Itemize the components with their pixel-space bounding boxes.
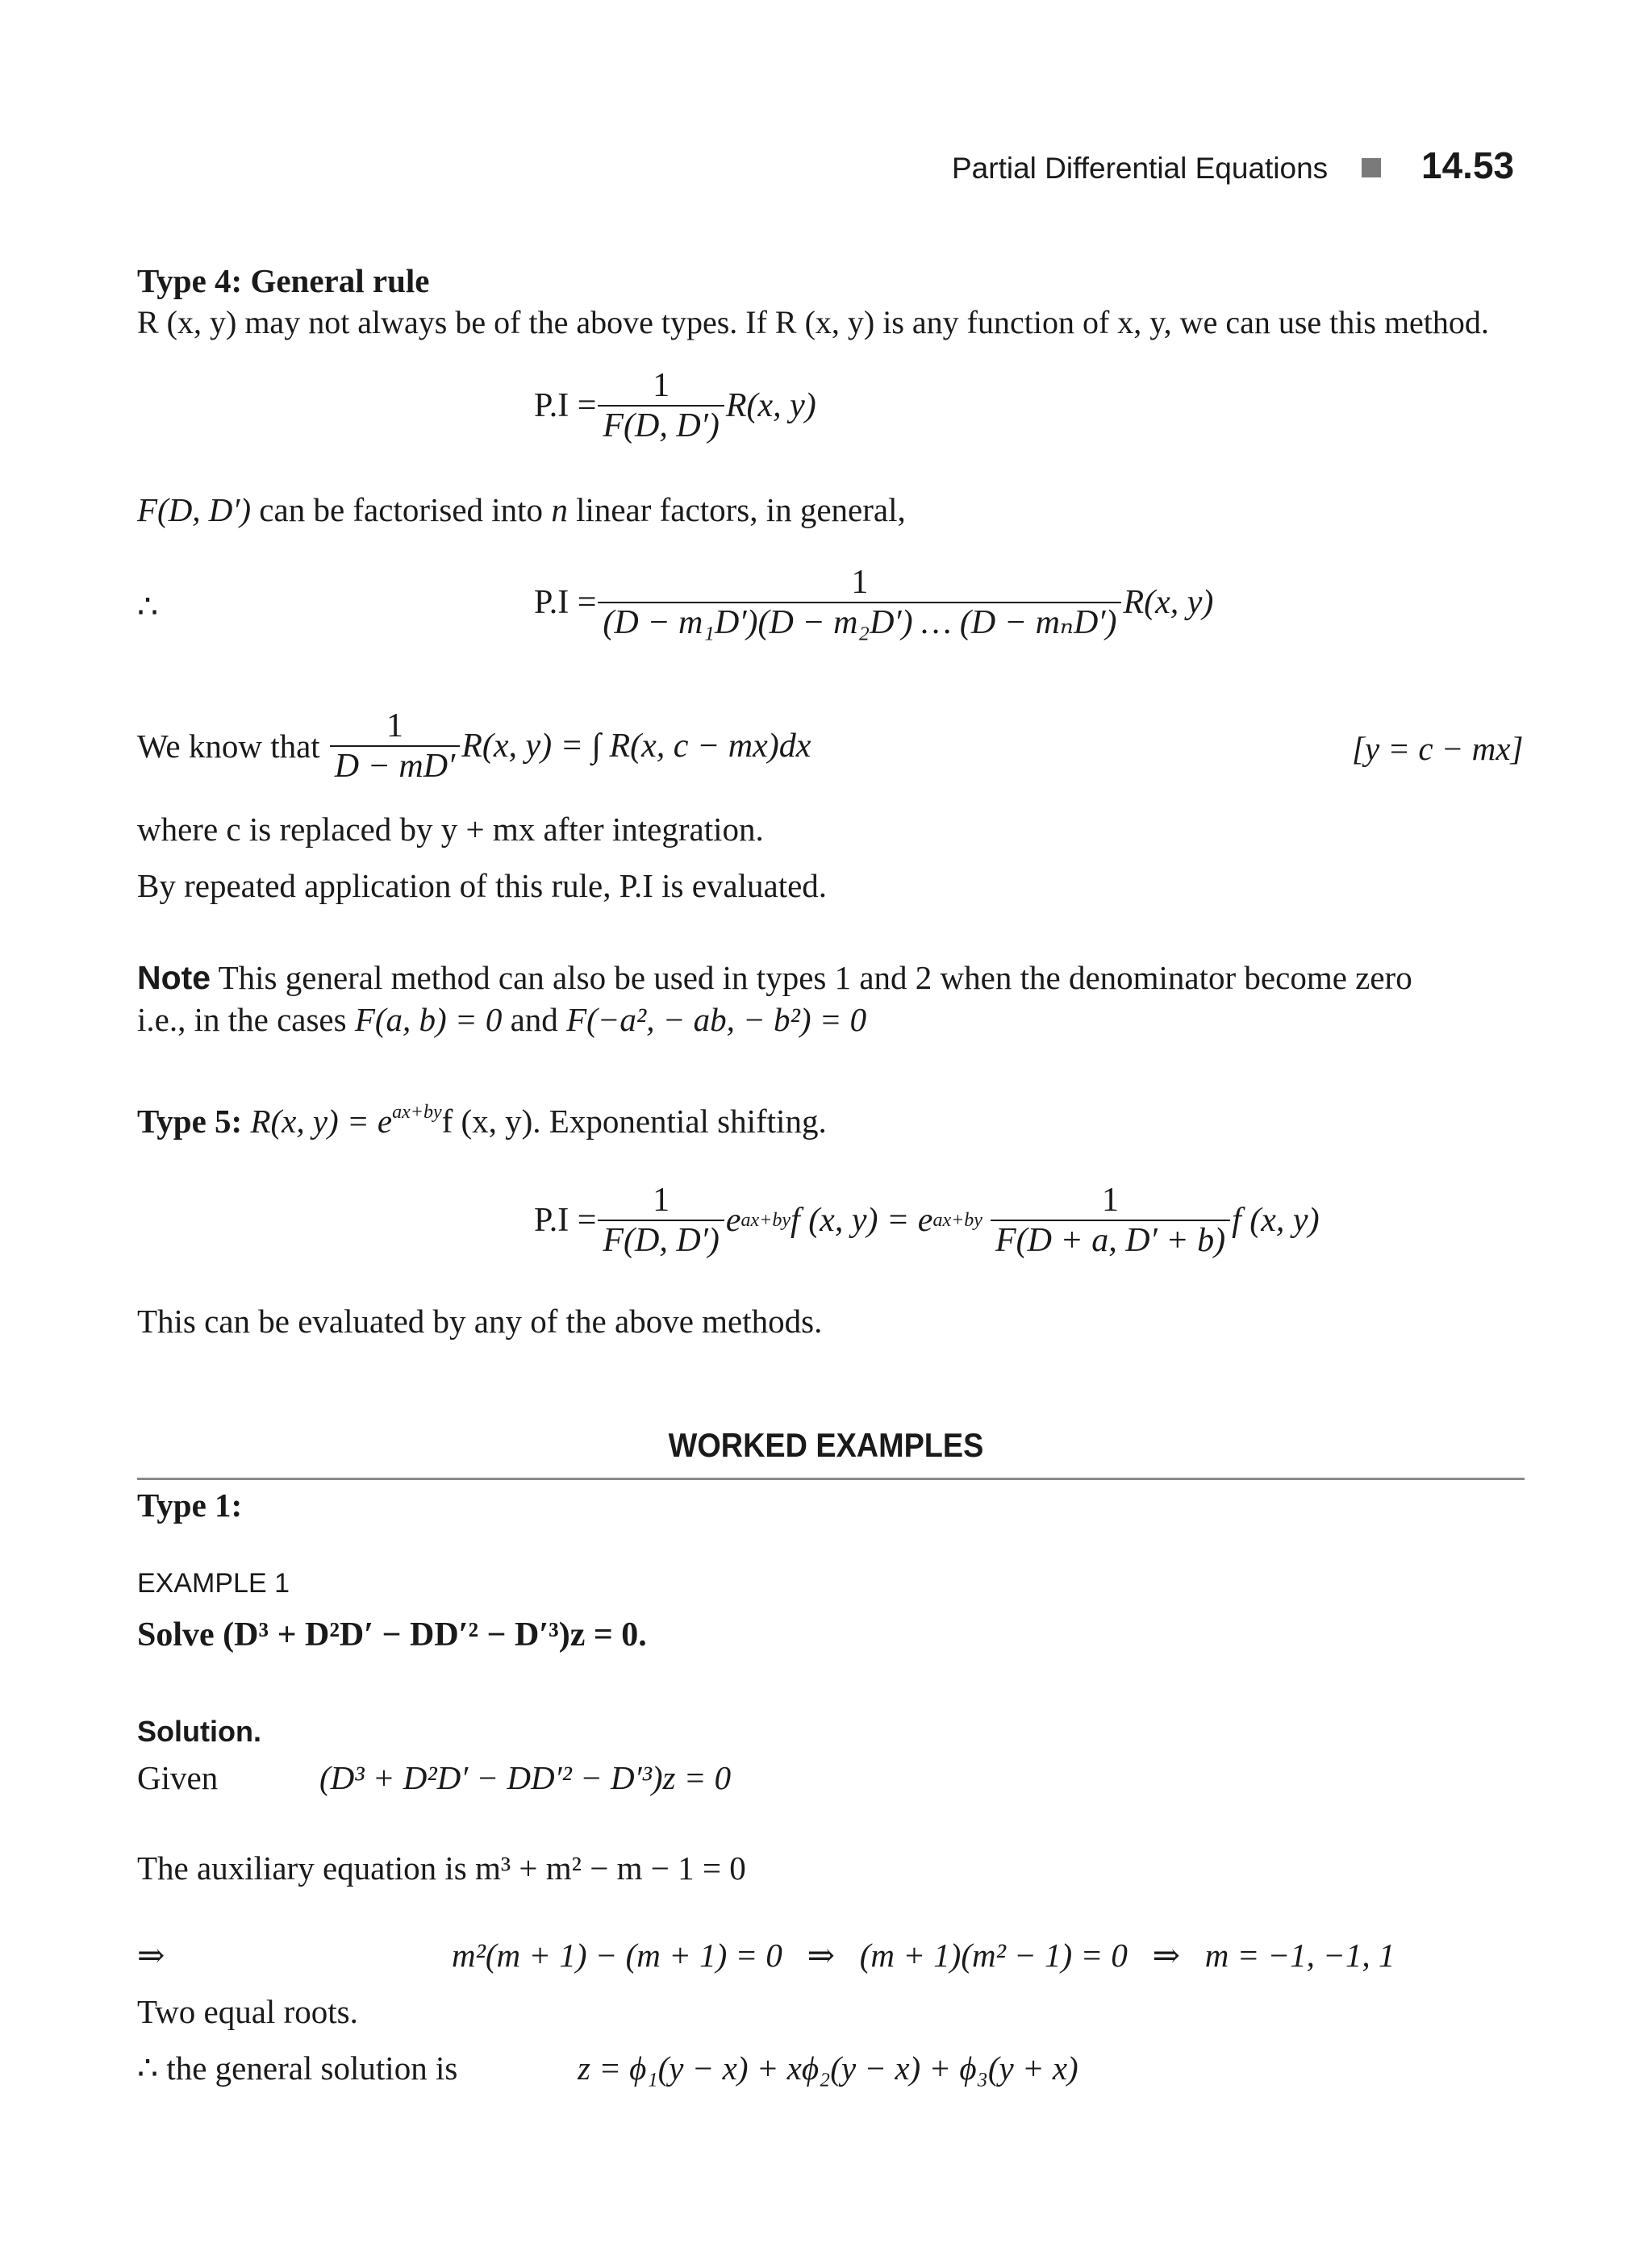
substitution-note: [y = c − mx] [1352, 730, 1524, 767]
auxiliary-equation: The auxiliary equation is m³ + m² − m − 1 = 0 [137, 1849, 746, 1887]
know-that-line [137, 707, 811, 786]
pi5-fraction-1 [598, 1181, 724, 1261]
note-label: Note [137, 959, 211, 996]
pi-fraction [598, 366, 724, 446]
worked-examples-title: WORKED EXAMPLES [668, 1426, 984, 1464]
note-eq2: F(−a², − ab, − b²) = 0 [566, 1001, 867, 1038]
repeat-text: By repeated application of this rule, P.I is evaluated. [137, 867, 828, 904]
given-equation: (D³ + D²D′ − DD′² − D′³)z = 0 [319, 1759, 732, 1796]
note-and: and [502, 1001, 567, 1038]
factor-n: n [551, 491, 568, 528]
type5-line [137, 1102, 827, 1141]
note-eq1: F(a, b) = 0 [354, 1001, 503, 1038]
pi5-after: f (x, y) [1232, 1202, 1320, 1240]
header-square-icon [1362, 158, 1381, 177]
type4-intro: R (x, y) may not always be of the above types. If R (x, y) is any function of x, y, we can use this method. [137, 304, 1489, 340]
example-label: EXAMPLE 1 [137, 1568, 290, 1599]
pi-operand: R(x, y) [725, 387, 816, 425]
pi2-label: P.I = [534, 584, 597, 622]
fraction-numerator: 1 [991, 1181, 1230, 1221]
pi-label: P.I = [534, 387, 597, 425]
pi5-mid: f (x, y) = e [791, 1202, 933, 1240]
know-rhs: R(x, y) = ∫ R(x, c − mx)dx [461, 728, 811, 765]
given-label: Given [137, 1759, 219, 1796]
pi-formula-type5: P.I = $\frac{1}{F(D, D')}$ e ax+by f (x, y) = e ax+by $\frac{1}{F(D + a, D' + b)}$ f (x, y) [534, 1182, 1320, 1260]
section-divider [137, 1478, 1525, 1480]
fraction-numerator: 1 [330, 707, 461, 747]
type4-heading: Type 4: General rule [137, 262, 430, 299]
replace-text: where c is replaced by y + mx after integration. [137, 811, 764, 848]
fraction-denominator: F(D, D′) [603, 407, 720, 445]
fraction-numerator: 1 [598, 563, 1121, 603]
factor-function: F(D, D′) [137, 491, 252, 528]
fraction-denominator: D − mD′ [334, 748, 456, 786]
fraction-numerator: 1 [598, 1181, 724, 1221]
implies-symbol: ⇒ [137, 1937, 165, 1974]
note-line-2 [137, 1000, 866, 1040]
therefore-symbol: ∴ [137, 588, 159, 625]
factor-sentence [137, 490, 906, 530]
example-problem: Solve (D³ + D²D′ − DD′² − D′³)z = 0. [137, 1616, 647, 1653]
type5-lhs: R(x, y) = e [250, 1103, 393, 1140]
pi-formula-2 [534, 563, 1213, 643]
fraction-denominator: F(D + a, D′ + b) [995, 1222, 1226, 1260]
type5-heading: Type 5: [137, 1103, 243, 1140]
running-title: Partial Differential Equations [952, 152, 1329, 185]
equal-roots-text: Two equal roots. [137, 1993, 358, 2030]
fraction-denominator: (D − m₁D′)(D − m₂D′) … (D − mₙD′) [603, 604, 1117, 642]
type5-exponent: ax+by [392, 1102, 442, 1123]
general-solution-label: ∴ the general solution is [137, 2050, 458, 2087]
type5-rest: f (x, y). Exponential shifting. [441, 1103, 827, 1140]
note-line2-a: i.e., in the cases [137, 1001, 355, 1038]
note-line-1 [137, 958, 1412, 998]
pi5-fraction-2 [991, 1181, 1230, 1261]
factor-text-c: linear factors, in general, [567, 491, 906, 528]
factor-text-b: can be factorised into [251, 491, 552, 528]
pi2-operand: R(x, y) [1123, 584, 1214, 622]
pi5-e: e [725, 1202, 741, 1240]
evaluate-text: This can be evaluated by any of the above methods. [137, 1303, 823, 1340]
roots-equation: m²(m + 1) − (m + 1) = 0 ⇒ (m + 1)(m² − 1) = 0 ⇒ m = −1, −1, 1 [452, 1937, 1395, 1974]
fraction-denominator: F(D, D′) [603, 1222, 720, 1260]
know-fraction [330, 707, 461, 786]
general-solution-equation: z = ϕ₁(y − x) + xϕ₂(y − x) + ϕ₃(y + x) [578, 2050, 1078, 2087]
pi5-label: P.I = [534, 1202, 597, 1240]
pi2-fraction [598, 563, 1121, 643]
pi-formula-1 [534, 366, 816, 446]
solution-label: Solution. [137, 1715, 261, 1748]
fraction-numerator: 1 [598, 366, 724, 407]
type1-label: Type 1: [137, 1487, 243, 1524]
page-number: 14.53 [1421, 144, 1515, 186]
know-label: We know that [137, 727, 320, 765]
note-text: This general method can also be used in types 1 and 2 when the denominator become zero [211, 959, 1412, 996]
